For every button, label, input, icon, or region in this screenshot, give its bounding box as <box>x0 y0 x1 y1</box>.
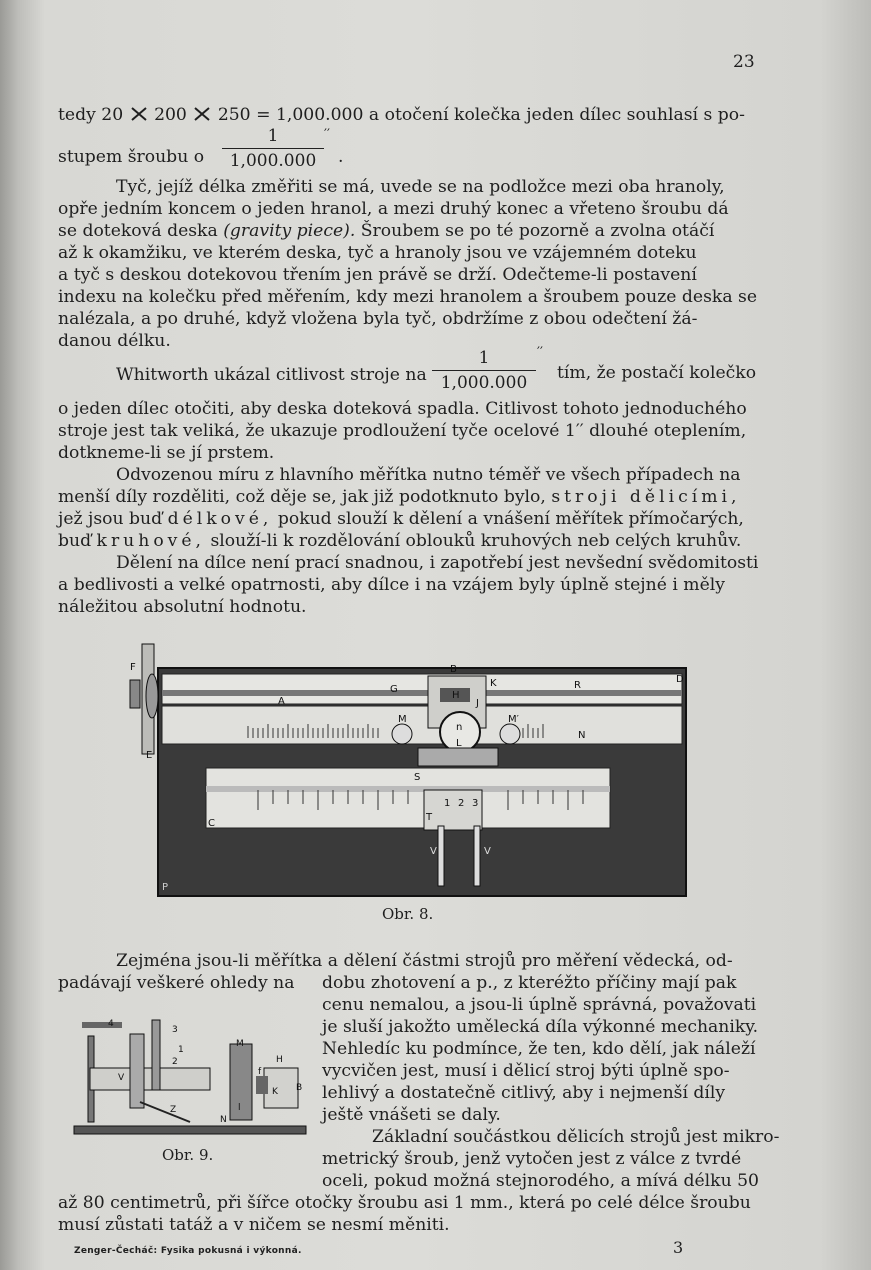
text-line-17b-spaced: délkové, <box>167 509 273 529</box>
fig9-label-1: 1 <box>178 1045 184 1055</box>
figure-8-dividing-machine <box>128 640 698 900</box>
fig9-label-2: 2 <box>172 1057 178 1067</box>
text-line-32: oceli, pokud možná stejnorodého, a mívá délku 50 <box>322 1171 759 1191</box>
fig8-label-V2: V <box>484 846 491 857</box>
fig8-label-B: B <box>450 664 457 675</box>
page-number: 23 <box>733 52 755 72</box>
text-line-34: musí zůstati tatáž a v ničem se nesmí měniti. <box>58 1215 450 1235</box>
fig8-label-V1: V <box>430 846 437 857</box>
text-line-20: a bedlivosti a velké opatrnosti, aby dílce i na vzájem byly úplně stejné i měly <box>58 575 725 595</box>
text-line-19: Dělení na dílce není prací snadnou, i zapotřebí jest nevšední svědomitosti <box>116 553 759 573</box>
text-line-17c: pokud slouží k dělení a vnášení měřítek přímočarých, <box>277 509 744 529</box>
fig9-label-M: M <box>236 1039 244 1049</box>
text-line-2: stupem šroubu o <box>58 147 205 167</box>
fig8-label-A: A <box>278 696 285 707</box>
fig9-label-N: N <box>220 1115 227 1125</box>
text-line-25: je sluší jakožto umělecká díla výkonné mechaniky. <box>322 1017 759 1037</box>
text-line-9: nalézala, a po druhé, když vložena byla tyč, obdržíme z obou odečtení žá- <box>58 309 698 329</box>
fig8-label-K: K <box>490 678 497 689</box>
fig9-label-f: f <box>258 1067 262 1077</box>
figure-8-caption: Obr. 8. <box>382 905 434 923</box>
fig8-label-P: P <box>162 882 169 893</box>
fig8-label-n: n <box>456 722 463 733</box>
footer-signature: Zenger-Čecháč: Fysika pokusná i výkonná. <box>74 1246 302 1256</box>
fraction-1-numerator: 1 <box>267 126 279 146</box>
fraction-2-denominator: 1,000.000 <box>440 373 528 393</box>
text-line-23 <box>58 972 294 994</box>
inch-mark: ′′ <box>537 345 543 360</box>
text-line-11b: tím, že postačí kolečko <box>557 363 757 383</box>
text-line-31: metrický šroub, jenž vytočen jest z válce z tvrdé <box>322 1149 742 1169</box>
text-line-16b-spaced: stroji dělicími, <box>551 487 741 507</box>
fraction-1-denominator: 1,000.000 <box>229 151 317 171</box>
times-sign-icon <box>192 106 212 122</box>
inch-mark: ′′ <box>324 127 330 142</box>
text-line-4: opře jedním koncem o jeden hranol, a mezi druhý konec a vřeteno šroubu dá <box>58 199 729 219</box>
text-line-33: až 80 centimetrů, při šířce otočky šroubu asi 1 mm., která po celé délce šroubu <box>58 1193 751 1213</box>
fig9-label-l: l <box>238 1103 241 1113</box>
text-line-10: danou délku. <box>58 331 171 351</box>
text-line-22: Zejména jsou-li měřítka a dělení částmi strojů pro měření vědecká, od- <box>116 951 733 971</box>
fig8-label-C: C <box>208 818 215 829</box>
text-line-18b-spaced: kruhové, <box>96 531 206 551</box>
text-line-13: stroje jest tak veliká, že ukazuje prodloužení tyče ocelové 1′′ dlouhé oteplením, <box>58 421 747 441</box>
fig9-label-B: B <box>296 1083 303 1093</box>
text-line-12: o jeden dílec otočiti, aby deska doteková spadla. Citlivost tohoto jednoduchého <box>58 399 747 419</box>
text-line-29: ještě vnášeti se daly. <box>322 1105 501 1125</box>
text-line-16a: menší díly rozděliti, což děje se, jak již podotknuto bylo, <box>58 487 546 507</box>
text-line-5a: se doteková deska <box>58 221 218 241</box>
fig9-label-K: K <box>272 1087 278 1097</box>
period: . <box>338 147 344 167</box>
fig9-label-H: H <box>276 1055 283 1065</box>
signature-mark: 3 <box>673 1238 684 1257</box>
fig8-label-T: T <box>426 812 433 823</box>
text-line-18 <box>58 530 741 552</box>
fig8-label-2: 2 <box>458 798 465 809</box>
text-line-1b: 200 <box>154 105 187 125</box>
text-line-5c: Šroubem se po té pozorně a zvolna otáčí <box>360 221 715 241</box>
fig8-label-E: E <box>146 750 153 761</box>
text-line-7: a tyč s deskou dotekovou třením jen právě se drží. Odečteme-li postavení <box>58 265 697 285</box>
fig8-label-M2: M′ <box>508 714 519 725</box>
text-line-17a: jež jsou buď <box>58 509 163 529</box>
fig8-label-G: G <box>390 684 398 695</box>
fig8-label-L: L <box>456 738 462 749</box>
text-line-1 <box>58 104 745 126</box>
times-sign-icon <box>129 106 149 122</box>
text-line-1c: 250 = 1,000.000 a otočení kolečka jeden dílec souhlasí s po- <box>217 105 745 125</box>
text-line-16 <box>58 486 740 508</box>
text-line-18a: buď <box>58 531 92 551</box>
text-line-28: lehlivý a dostatečně citlivý, aby i nejmenší díly <box>322 1083 726 1103</box>
fig9-label-Z: Z <box>170 1105 177 1115</box>
fig8-label-J: J <box>476 698 479 709</box>
text-line-24: cenu nemalou, a jsou-li úplně správná, považovati <box>322 995 757 1015</box>
text-line-1a: tedy 20 <box>58 105 124 125</box>
text-line-5 <box>58 220 714 242</box>
text-line-8: indexu na kolečku před měřením, kdy mezi hranolem a šroubem pouze deska se <box>58 287 758 307</box>
text-line-26: Nehledíc ku podmínce, že ten, kdo dělí, jak náleží <box>322 1039 756 1059</box>
fig8-label-F: F <box>130 662 136 673</box>
fig8-label-M: M <box>398 714 407 725</box>
fraction-1 <box>222 126 324 171</box>
text-line-27: vycvičen jest, musí i dělicí stroj býti úplně spo- <box>322 1061 730 1081</box>
fig8-label-1: 1 <box>444 798 451 809</box>
fig9-label-3: 3 <box>172 1025 178 1035</box>
text-line-14: dotkneme-li se jí prstem. <box>58 443 275 463</box>
fraction-2 <box>432 348 536 393</box>
figure-9-caption: Obr. 9. <box>162 1146 214 1164</box>
fraction-bar <box>222 148 324 149</box>
fig8-label-H: H <box>452 690 460 701</box>
text-line-11a: Whitworth ukázal citlivost stroje na <box>116 365 427 385</box>
figure-9-micrometer-screw <box>70 1014 310 1144</box>
text-line-23b: dobu zhotovení a p., z kteréžto příčiny mají pak <box>322 973 737 993</box>
text-line-15: Odvozenou míru z hlavního měřítka nutno téměř ve všech případech na <box>116 465 741 485</box>
fraction-bar <box>432 370 536 371</box>
fig8-label-3: 3 <box>472 798 479 809</box>
fig9-label-V: V <box>118 1073 125 1083</box>
fig8-label-R: R <box>574 680 581 691</box>
text-line-3: Tyč, jejíž délka změřiti se má, uvede se na podložce mezi oba hranoly, <box>116 177 725 197</box>
fig8-label-N: N <box>578 730 586 741</box>
text-line-17 <box>58 508 744 530</box>
text-line-6: až k okamžiku, ve kterém deska, tyč a hranoly jsou ve vzájemném doteku <box>58 243 697 263</box>
text-line-21: náležitou absolutní hodnotu. <box>58 597 307 617</box>
text-line-23a: padávají veškeré ohledy na <box>58 973 295 993</box>
fig9-label-4: 4 <box>108 1019 114 1029</box>
fig8-label-S: S <box>414 772 421 783</box>
text-line-18c: slouží-li k rozdělování oblouků kruhových neb celých kruhův. <box>210 531 742 551</box>
text-line-30: Základní součástkou dělicích strojů jest mikro- <box>372 1127 780 1147</box>
text-line-5b-italic: (gravity piece). <box>223 221 356 241</box>
fraction-2-numerator: 1 <box>478 348 490 368</box>
fig8-label-D: D <box>676 674 684 685</box>
